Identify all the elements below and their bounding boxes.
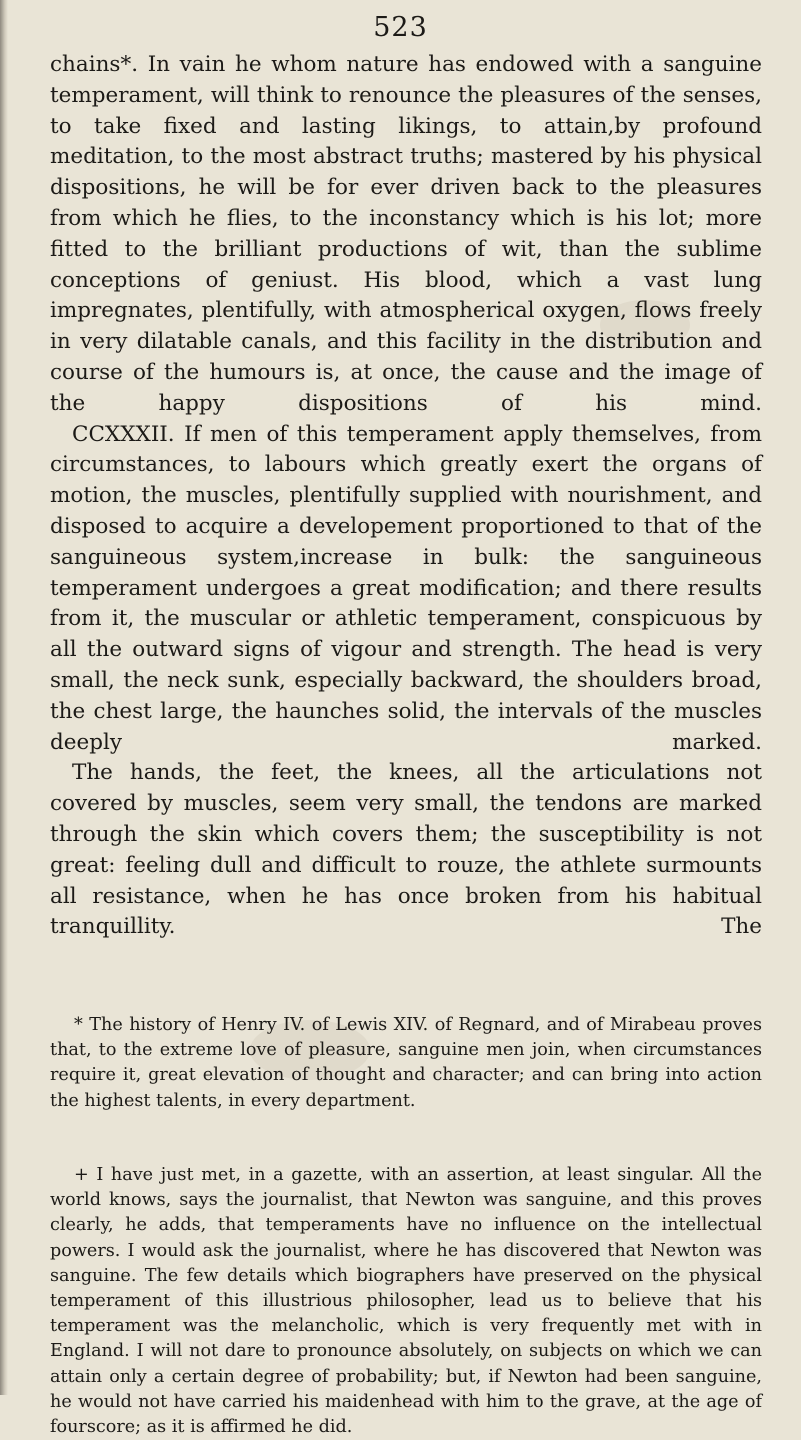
footnote-1-text: * The history of Henry IV. of Lewis XIV. of Regnard, and of Mirabeau proves that, to the extreme love of pleasure, sanguine men join, when circumstances require it, great elevation of thought and character; and can bring into action the highest talents, in every department. [50,1015,762,1111]
body-paragraph-2: CCXXXII. If men of this temperament apply themselves, from circumstances, to labours which greatly exert the organs of motion, the muscles, plentifully supplied with nourishment, and disposed to acquire a developement proportioned to that of the sanguineous system,increase in bulk: the sanguineous temperament undergoes a great modification; and there results from it, the muscular or athletic temperament, conspicuous by all the outward signs of vigour and strength. The head is very small, the neck sunk, especially backward, the shoulders broad, the chest large, the haunches solid, the intervals of the muscles deeply marked. [50,421,762,755]
body-paragraph-1: chains*. In vain he whom nature has endowed with a sanguine temperament, will think to renounce the pleasures of the senses, to take fixed and lasting likings, to attain,by profound meditation, to the most abstract truths; mastered by his physical dispositions, he will be for ever driven back to the pleasures from which he flies, to the inconstancy which is his lot; more fitted to the brilliant productions of wit, than the sublime conceptions of geniust. His blood, which a vast lung impregnates, plentifully, with atmospherical oxygen, flows freely in very dilatable canals, and this facility in the distribution and course of the humours is, at once, the cause and the image of the happy dispositions of his mind. [50,52,762,416]
footnote-1 [50,1013,762,1114]
body-paragraph-3: The hands, the feet, the knees, all the articulations not covered by muscles, seem very small, the tendons are marked through the skin which covers them; the susceptibility is not great: feeling dull and difficult to rouze, the athlete surmounts all resistance, when he has once broken from his habitual tranquillity. The [50,760,762,940]
footnote-2 [50,1163,762,1440]
page-binding-edge [0,0,8,1395]
page-number: 523 [373,12,428,43]
footnote-2-text: + I have just met, in a gazette, with an assertion, at least singular. All the world knows, says the journalist, that Newton was sanguine, and this proves clearly, he adds, that temperaments have no influence on the intellectual powers. I would ask the journalist, where he has discovered that Newton was sanguine. The few details which biographers have preserved on the physical temperament of this illustrious philosopher, lead us to believe that his temperament was the melancholic, which is very frequently met with in England. I will not dare to pronounce absolutely, on subjects on which we can attain only a certain degree of probability; but, if Newton had been sanguine, he would not have carried his maidenhead with him to the grave, at the age of fourscore; as it is affirmed he did. [50,1165,762,1438]
main-text [50,50,762,943]
